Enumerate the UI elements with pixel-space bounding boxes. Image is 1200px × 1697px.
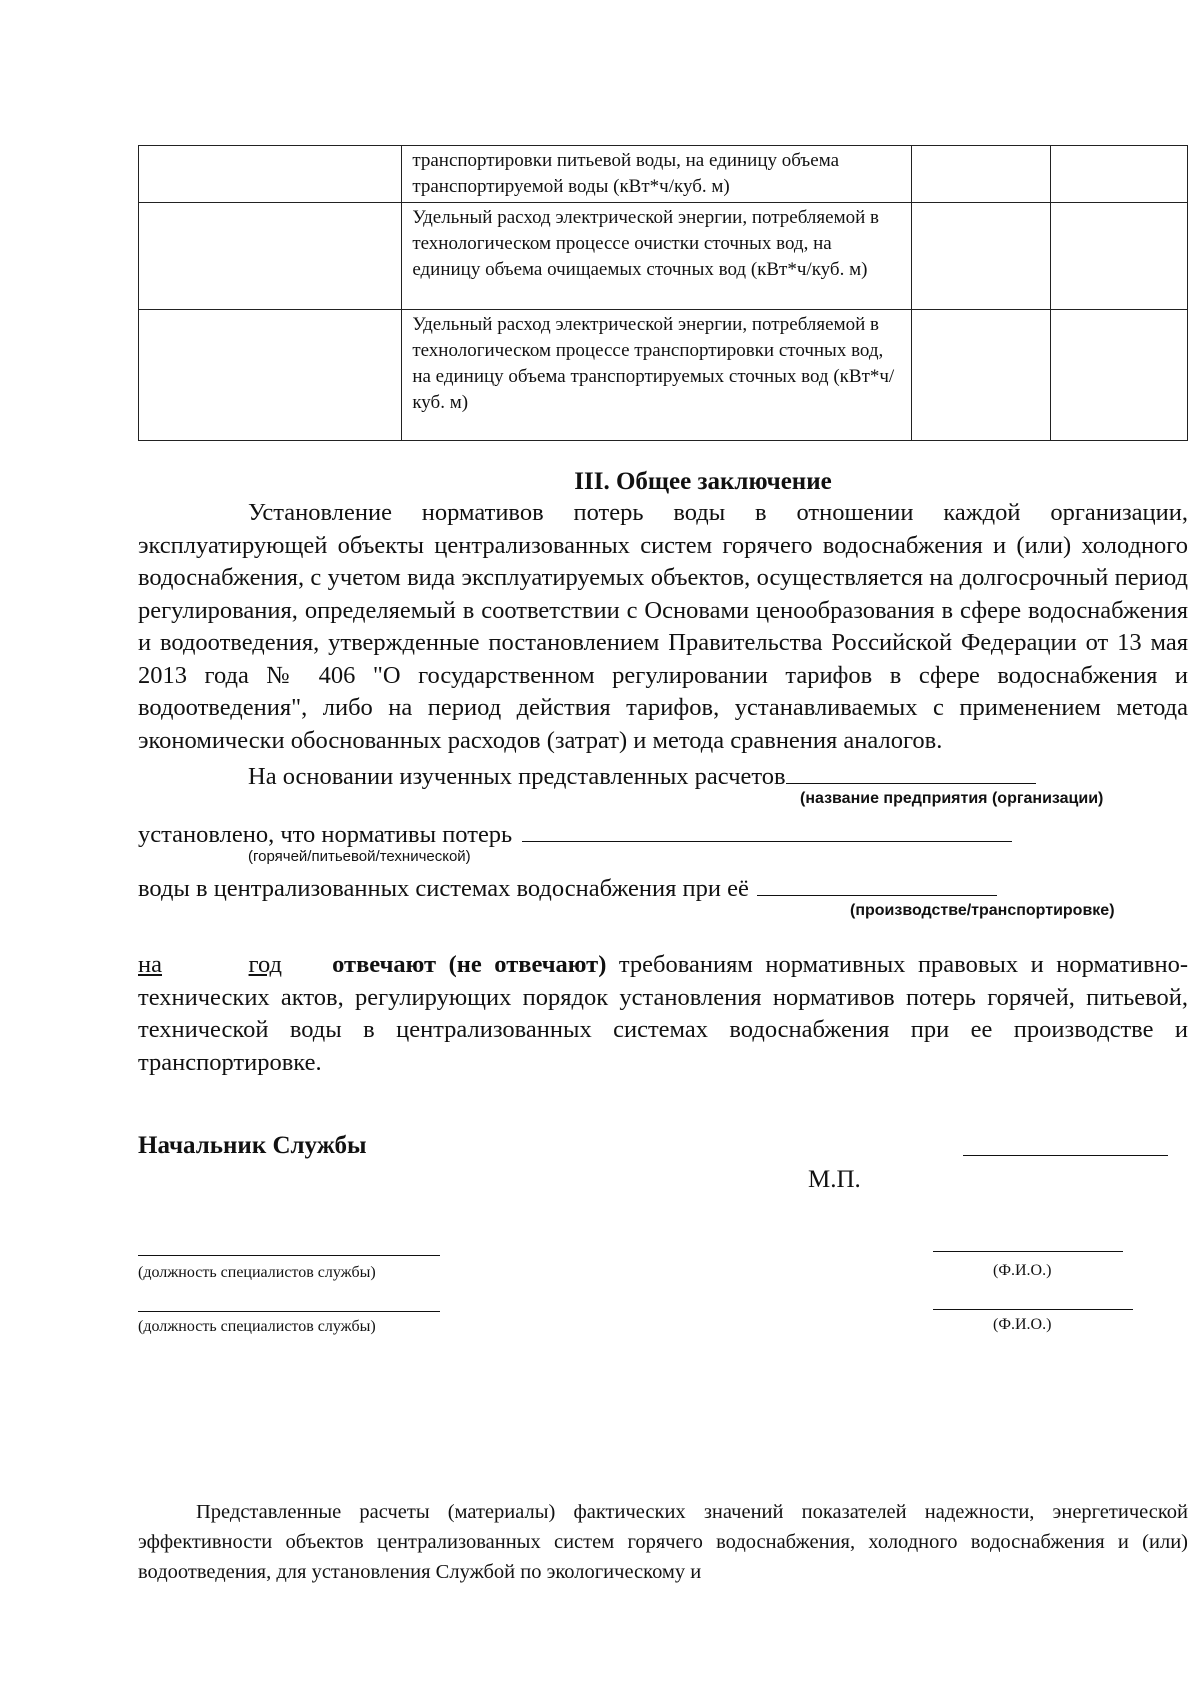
table-cell-category (139, 203, 402, 310)
table-cell-category (139, 146, 402, 203)
fio-hint-1: (Ф.И.О.) (993, 1262, 1052, 1279)
fio-hint-2: (Ф.И.О.) (993, 1316, 1052, 1333)
table-cell-indicator: транспортировки питьевой воды, на единицу объема транспортируемой воды (кВт*ч/куб. м) (402, 146, 912, 203)
conclusion-compliance: отвечают (не отвечают) (332, 951, 607, 978)
conclusion-paragraph: Установление нормативов потерь воды в отношении каждой организации, эксплуатирующей объекты централизованных систем горячего водоснабжения и (или) холодного водоснабжения, с учетом вида эксплуатируемых объектов, осуществляется на долгосрочный период регулирования, определяемый в соответствии с Основами ценообразования в сфере водоснабжения и водоотведения, утвержденные постановлением Правительства Российской Федерации от 13 мая 2013 года № 406 "О государственном регулировании тарифов в сфере водоснабжения и водоотведения", либо на период действия тарифов, устанавливаемых с применением метода экономически обоснованных расходов (затрат) и метода сравнения аналогов. (138, 499, 1188, 754)
conclusion-rest: требованиям нормативных правовых и нормативно-технических актов, регулирующих порядок установления нормативов потерь горячей, питьевой, технической воды в централизованных системах водоснабжения при ее производстве и транспортировке. (138, 951, 1188, 1076)
table-cell-indicator: Удельный расход электрической энергии, потребляемой в технологическом процессе очистки сточных вод, на единицу объема очищаемых сточных вод (кВт*ч/куб. м) (402, 203, 912, 310)
conclusion-na: на (138, 951, 162, 978)
indicators-table (138, 145, 1188, 441)
table-cell-category (139, 310, 402, 441)
table-cell-value (911, 203, 1050, 310)
head-signature-line[interactable] (963, 1155, 1168, 1156)
table-cell-value (1050, 310, 1187, 441)
fill-row-process (138, 871, 1188, 901)
fill-label: установлено, что нормативы потерь (138, 821, 513, 848)
table-row (139, 310, 1188, 441)
fio-line-1[interactable] (933, 1251, 1123, 1252)
enterprise-name-line[interactable] (786, 759, 1036, 784)
position-hint-1: (должность специалистов службы) (138, 1264, 376, 1281)
fill-label: воды в централизованных системах водоснабжения при её (138, 875, 749, 902)
water-type-line[interactable] (522, 817, 1012, 842)
table-cell-value (911, 146, 1050, 203)
fio-line-2[interactable] (933, 1309, 1133, 1310)
signatures-block (138, 1131, 1188, 1431)
footer-paragraph: Представленные расчеты (материалы) фактических значений показателей надежности, энергетической эффективности объектов централизованных систем горячего водоснабжения, холодного водоснабжения и (или) водоотведения, для установления Службой по экологическому и (138, 1501, 1188, 1583)
position-line-2[interactable] (138, 1311, 440, 1312)
enterprise-name-hint: (название предприятия (организации) (800, 790, 1104, 807)
fill-row-calculations (138, 759, 1188, 789)
document-page (138, 145, 1188, 1583)
table-row (139, 146, 1188, 203)
position-hint-2: (должность специалистов службы) (138, 1318, 376, 1335)
fill-label: На основании изученных представленных расчетов (248, 763, 786, 790)
table-cell-indicator: Удельный расход электрической энергии, потребляемой в технологическом процессе транспортировки сточных вод, на единицу объема транспортируемых сточных вод (кВт*ч/куб. м) (402, 310, 912, 441)
compliance-paragraph (138, 949, 1188, 1079)
stamp-label: М.П. (808, 1166, 861, 1193)
section-title: III. Общее заключение (574, 468, 832, 495)
table-cell-value (1050, 203, 1187, 310)
fill-row-losses (138, 817, 1188, 847)
process-line[interactable] (757, 871, 997, 896)
position-line-1[interactable] (138, 1255, 440, 1256)
water-type-hint: (горячей/питьевой/технической) (248, 848, 471, 865)
table-cell-value (911, 310, 1050, 441)
conclusion-god: год (248, 951, 282, 978)
head-title: Начальник Службы (138, 1132, 367, 1159)
table-cell-value (1050, 146, 1187, 203)
process-hint: (производстве/транспортировке) (850, 902, 1115, 919)
table-row (139, 203, 1188, 310)
